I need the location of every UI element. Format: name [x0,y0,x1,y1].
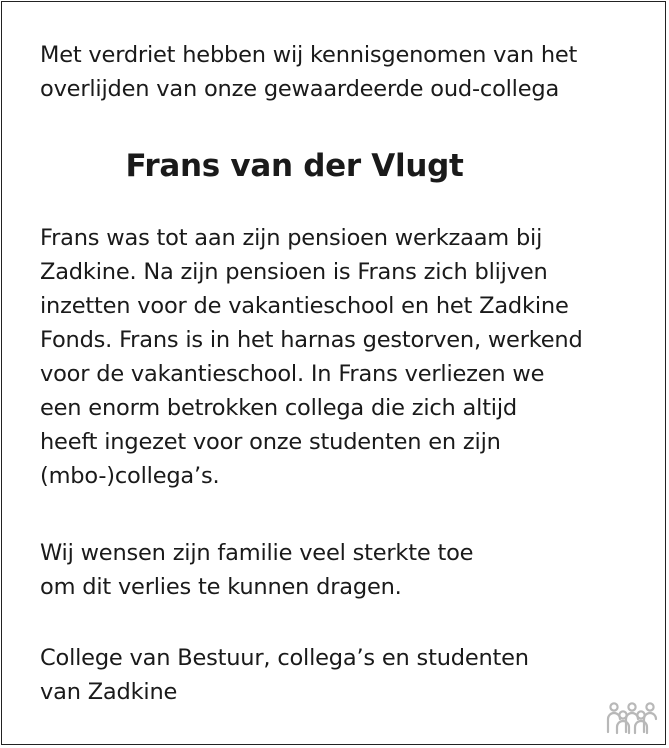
notice-signature: College van Bestuur, collega’s en studenten van Zadkine [40,645,529,705]
notice-wish-container [40,536,640,604]
deceased-name: Frans van der Vlugt [125,148,464,184]
notice-intro: Met verdriet hebben wij kennisgenomen van het overlijden van onze gewaardeerde oud-collega [40,42,578,102]
notice-signature-container [40,641,640,709]
notice-intro-container [40,38,640,106]
notice-wish: Wij wensen zijn familie veel sterkte toe om dit verlies te kunnen dragen. [40,540,474,600]
notice-body-container [40,221,640,493]
notice-body: Frans was tot aan zijn pensioen werkzaam bij Zadkine. Na zijn pensioen is Frans zich blijven inzetten voor de vakantieschool en het Zadkine Fonds. Frans is in het harnas gestorven, werkend voor de vakantieschool. In Frans verliezen we een enorm betrokken collega die zich altijd heeft ingezet voor onze studenten en zijn (mbo-)collega’s. [40,225,583,489]
people-group-icon [605,702,659,736]
